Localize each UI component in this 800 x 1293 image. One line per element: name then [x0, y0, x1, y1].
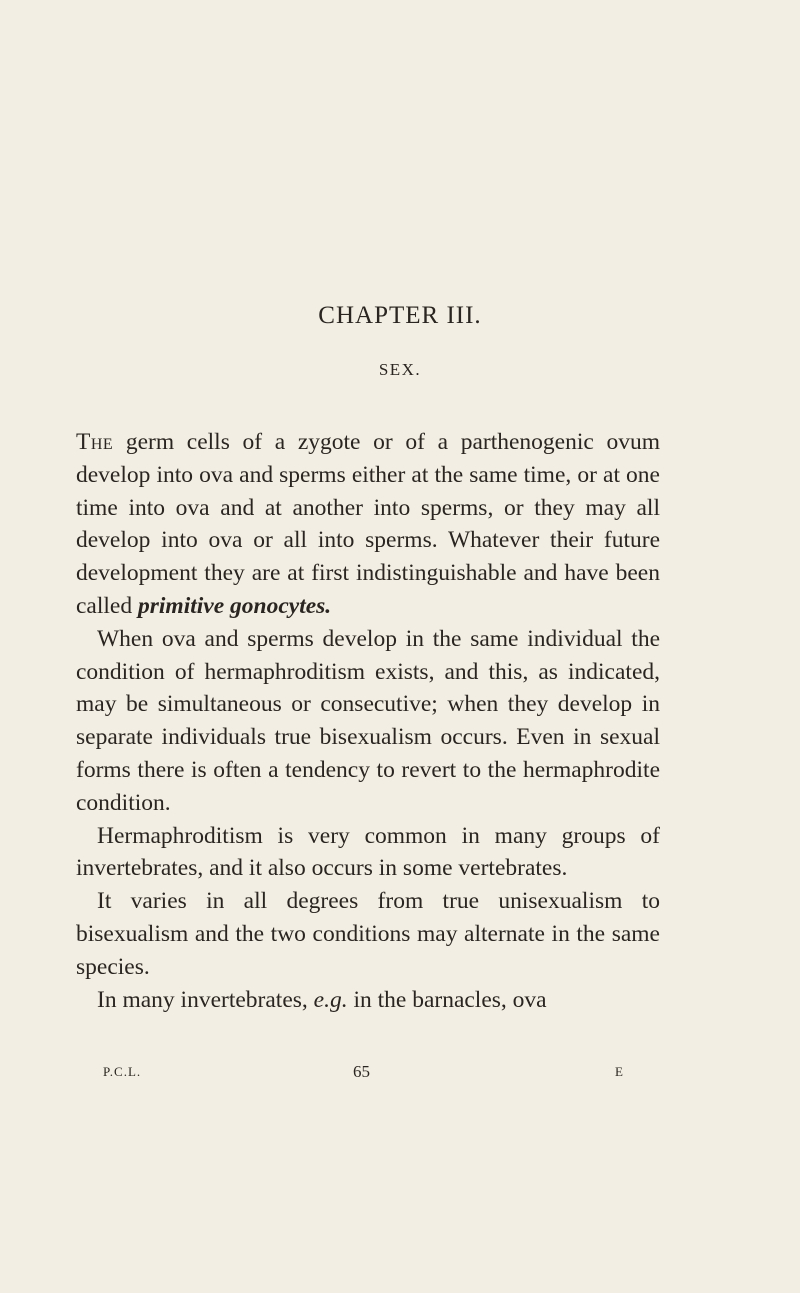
paragraph-1 — [76, 426, 660, 623]
body-text — [76, 426, 660, 1016]
gathering-mark: E — [615, 1064, 623, 1079]
page-number: 65 — [353, 1062, 370, 1081]
paragraph-5 — [76, 984, 660, 1017]
paragraph-4: It varies in all degrees from true unisexualism to bisexualism and the two conditions may alternate in the same species. — [76, 888, 660, 980]
paragraph-1-text: germ cells of a zygote or of a parthenogenic ovum develop into ova and sperms either at the same time, or at one time into ova and at another into sperms, or they may all develop into ova or all into sperms. Whatever their future development they are at first indistinguishable and have been called — [76, 429, 660, 619]
section-title: SEX. — [378, 360, 422, 379]
printer-signature: P.C.L. — [103, 1064, 142, 1079]
paragraph-2: When ova and sperms develop in the same individual the condition of hermaphroditism exists, and this, as indicated, may be simultaneous or consecutive; when they develop in separate individuals true bisexualism occurs. Even in sexual forms there is often a tendency to revert to the hermaphrodite condition. — [76, 625, 660, 816]
paragraph-3: Hermaphroditism is very common in many groups of invertebrates, and it also occurs in some vertebrates. — [76, 822, 660, 882]
chapter-title: CHAPTER III. — [318, 302, 482, 329]
page-footer — [103, 1064, 623, 1084]
emphasized-term: primitive gonocytes. — [137, 592, 332, 619]
paragraph-5-italic: e.g. — [313, 986, 348, 1013]
paragraph-5-start: In many invertebrates, — [97, 986, 314, 1013]
paragraph-lead-word: The — [76, 429, 114, 455]
paragraph-5-end: in the barnacles, ova — [347, 986, 547, 1013]
